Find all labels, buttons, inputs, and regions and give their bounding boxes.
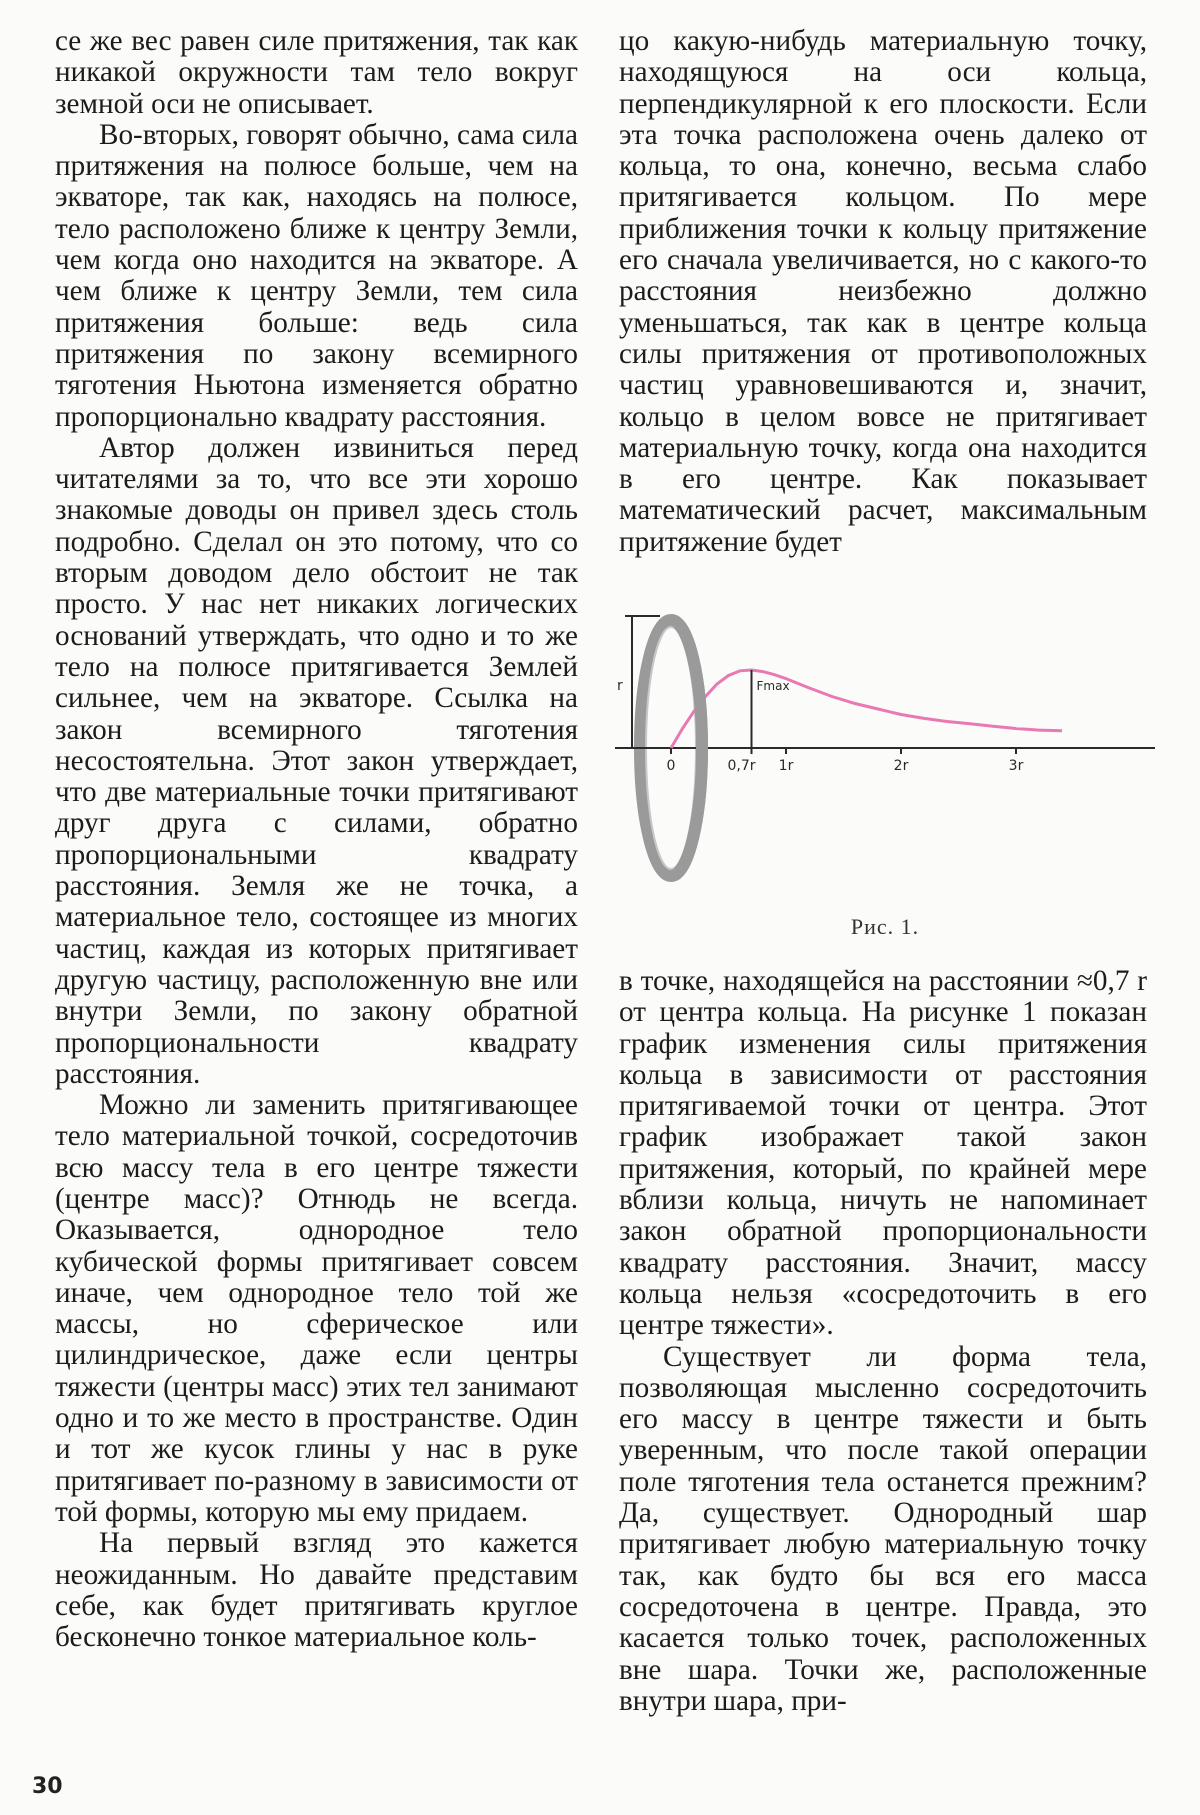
paragraph: в точке, находящейся на расстоянии ≈0,7 r от центра кольца. На рисунке 1 показан график изменения силы притяжения кольца в зависимости от расстояния притягиваемой точки от центра. Этот график изображает такой закон притяжения, который, по крайней мере вблизи кольца, ничуть не напоминает закон обратной пропорциональности квадрату расстояния. Значит, массу кольца нельзя «сосредоточить в его центре тяжести». <box>619 965 1147 1342</box>
figure-ring-attraction <box>615 604 1155 894</box>
x-tick-label: 0 <box>666 758 676 774</box>
paragraph: Во-вторых, говорят обычно, сама сила притяжения на полюсе больше, чем на экваторе, так как, находясь на полюсе, тело расположено ближе к центру Земли, чем когда оно находится на экваторе. А чем ближе к центру Земли, тем сила притяжения больше: ведь сила притяжения по закону всемирного тяготения Ньютона изменяется обратно пропорционально квадрату расстояния. <box>55 118 578 433</box>
paragraph: Можно ли заменить притягивающее тело материальной точкой, сосредоточив всю массу тела в его центре тяжести (центре масс)? Отнюдь не всегда. Оказывается, однородное тело кубической формы притягивает совсем иначе, чем однородное тело той же массы, но сферическое или цилиндрическое, даже если центры тяжести (центры масс) этих тел занимают одно и то же место в пространстве. Один и тот же кусок глины у нас в руке притягивает по-разному в зависимости от той формы, которую мы ему придаем. <box>55 1089 578 1528</box>
x-tick-label: 3r <box>1008 758 1024 774</box>
force-curve <box>671 670 1062 748</box>
paragraph: На первый взгляд это кажется неожиданным. Но давайте представим себе, как будет притягивать круглое бесконечно тонкое материальное коль- <box>55 1527 578 1654</box>
paragraph: се же вес равен силе притяжения, так как никакой окружности там тело вокруг земной оси не описывает. <box>55 25 578 120</box>
figure-caption: Рис. 1. <box>850 914 920 939</box>
ring-force-chart <box>615 604 1155 894</box>
right-column-bottom <box>619 966 1147 1717</box>
x-tick-label: 1r <box>778 758 794 774</box>
right-column-top <box>619 26 1147 558</box>
page-number: 30 <box>32 1774 63 1799</box>
x-tick-label: 2r <box>893 758 909 774</box>
r-marker-label: r <box>617 678 623 694</box>
paragraph: цо какую-нибудь материальную точку, находящуюся на оси кольца, перпендикулярной к его плоскости. Если эта точка расположена очень далеко от кольца, то она, конечно, весьма слабо притягивается кольцом. По мере приближения точки к кольцу притяжение его сначала увеличивается, но с какого-то расстояния неизбежно должно уменьшаться, так как в центре кольца силы притяжения от противоположных частиц уравновешиваются и, значит, кольцо в целом вовсе не притягивает материальную точку, когда она находится в его центре. Как показывает математический расчет, максимальным притяжение будет <box>619 25 1147 558</box>
paragraph: Существует ли форма тела, позволяющая мысленно сосредоточить его массу в центре тяжести и быть уверенным, что после такой операции поле тяготения тела останется прежним? Да, существует. Однородный шар притягивает любую материальную точку так, как будто бы вся его масса сосредоточена в центре. Правда, это касается только точек, расположенных вне шара. Точки же, расположенные внутри шара, при- <box>619 1340 1147 1717</box>
paragraph: Автор должен извиниться перед читателями за то, что все эти хорошо знакомые доводы он привел здесь столь подробно. Сделал он это потому, что со вторым доводом дело обстоит не так просто. У нас нет никаких логических оснований утверждать, что одно и то же тело на полюсе притягивается Землей сильнее, чем на экваторе. Ссылка на закон всемирного тяготения несостоятельна. Этот закон утверждает, что две материальные точки притягивают друг друга с силами, обратно пропорциональными квадрату расстояния. Земля же не точка, а материальное тело, состоящее из многих частиц, каждая из которых притягивает другую частицу, расположенную вне или внутри Земли, по закону обратной пропорциональности квадрату расстояния. <box>55 431 578 1090</box>
left-column <box>55 26 578 1653</box>
x-tick-label: 0,7r <box>727 758 756 774</box>
fmax-annotation: Fmax <box>756 679 790 693</box>
